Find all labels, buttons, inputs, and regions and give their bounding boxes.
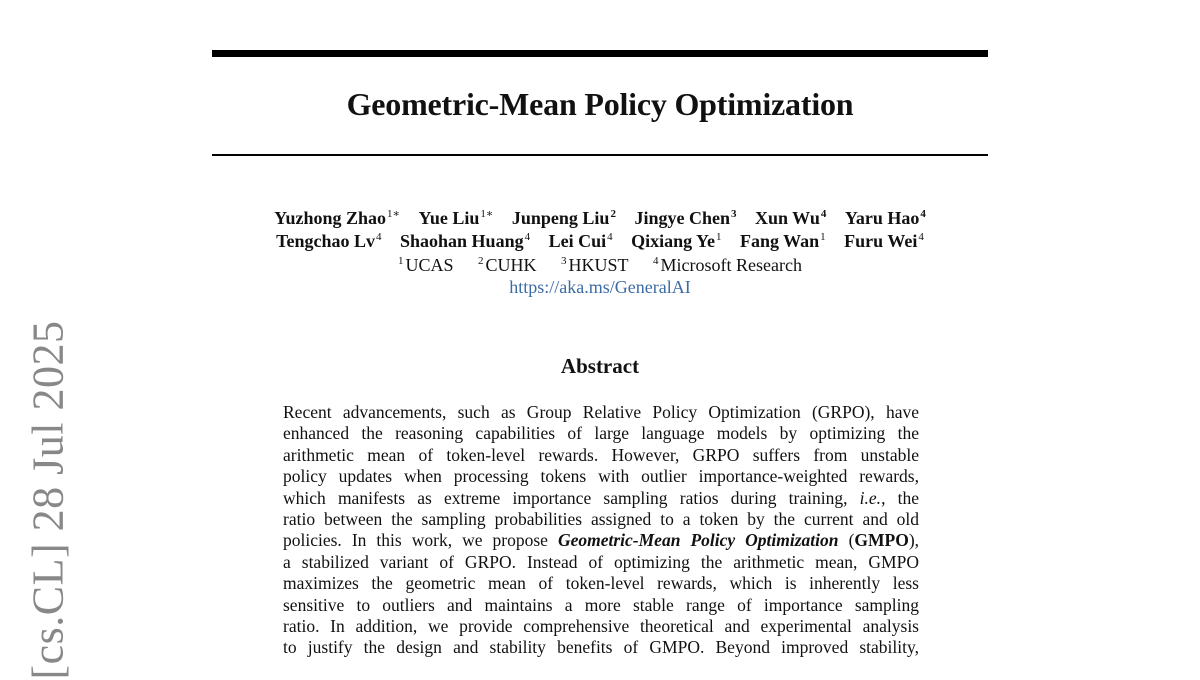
author-list-row-2 [212,231,988,252]
affiliation: $^3$ HKUST [561,255,629,275]
author: Tengchao Lv$^4$ [276,231,382,251]
abstract-line: which manifests as extreme importance sampling ratios during training, i.e., the [283,487,919,508]
abstract-line: Recent advancements, such as Group Relative Policy Optimization (GRPO), have [283,402,919,422]
arxiv-watermark: [cs.CL] 28 Jul 2025 [23,320,73,680]
author: Qixiang Ye$^1$ [631,231,722,251]
abstract-line: ratio between the sampling probabilities assigned to a token by the current and old [283,509,919,530]
author: Xun Wu$^4$ [754,208,827,228]
author: Fang Wan$^1$ [739,231,826,251]
abstract-line: a stabilized variant of GRPO. Instead of optimizing the arithmetic mean, GMPO [283,551,919,572]
author-list-row-1 [212,208,988,229]
author: Yuzhong Zhao$^{1∗}$ [274,208,401,228]
affiliation: $^4$ Microsoft Research [653,255,802,275]
affiliation: $^2$ CUHK [478,255,537,275]
abstract-line: to justify the design and stability benefits of GMPO. Beyond improved stability, [283,637,919,658]
author: Yue Liu$^{1∗}$ [418,208,494,228]
abstract-line: policies. In this work, we propose Geometric-Mean Policy Optimization (GMPO), [283,530,920,551]
abstract-line: arithmetic mean of token-level rewards. However, GRPO suffers from unstable [283,444,919,465]
author: Lei Cui$^4$ [548,231,613,251]
abstract-line: enhanced the reasoning capabilities of large language models by optimizing the [283,423,919,444]
abstract-line: ratio. In addition, we provide comprehensive theoretical and experimental analysis [283,616,919,637]
author: Junpeng Liu$^2$ [511,208,616,228]
title-bottom-rule [212,154,988,156]
abstract-line: maximizes the geometric mean of token-level rewards, which is inherently less [283,573,919,594]
affiliations [212,255,988,276]
project-link[interactable]: https://aka.ms/GeneralAI [509,277,691,297]
abstract-line: sensitive to outliers and maintains a more stable range of importance sampling [283,594,919,615]
abstract-heading: Abstract [560,354,640,378]
title-top-rule [212,50,988,57]
abstract-line: policy updates when processing tokens with outlier importance-weighted rewards, [283,466,919,487]
affiliation: $^1$ UCAS [398,255,454,275]
author: Yaru Hao$^4$ [844,208,926,228]
author: Furu Wei$^4$ [844,231,924,251]
author: Jingye Chen$^3$ [634,208,737,228]
author: Shaohan Huang$^4$ [400,231,531,251]
paper-title: Geometric-Mean Policy Optimization [346,86,854,122]
abstract-body [283,402,919,659]
